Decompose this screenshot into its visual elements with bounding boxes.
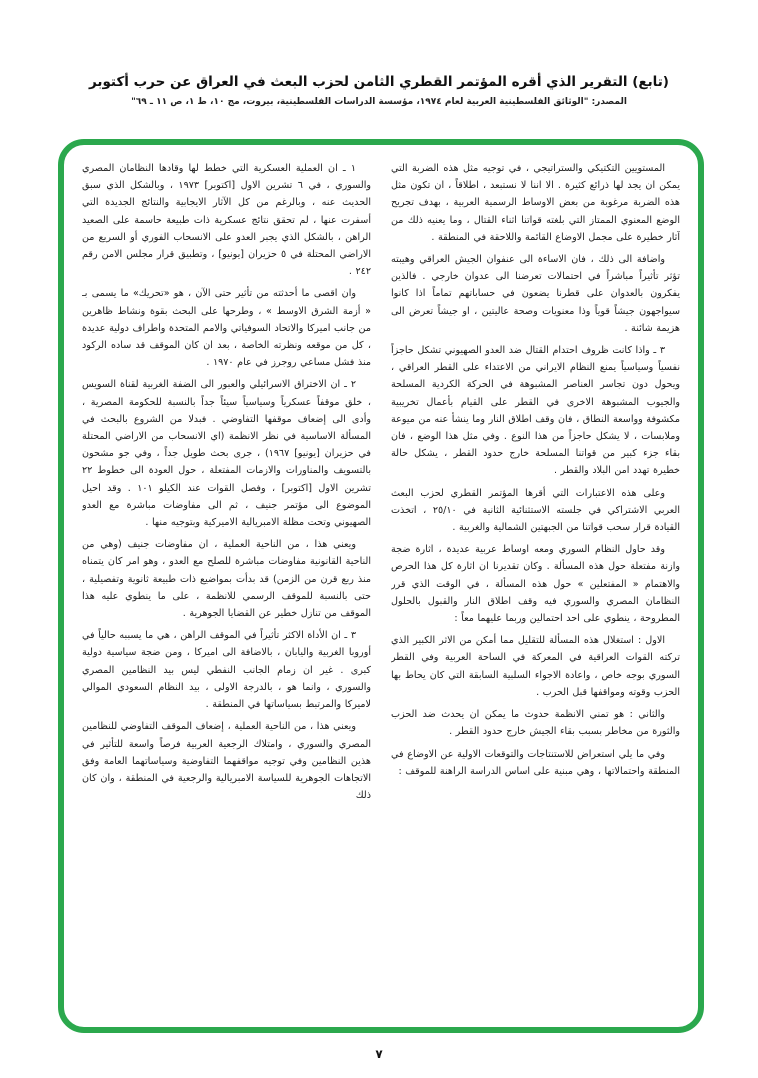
paragraph: ٣ ـ واذا كانت ظروف احتدام القتال ضد العدو الصهيوني تشكل حاجزاً نفسياً وسياسياً يمنع النظام الايراني من الاعتداء على القطر العراقي ، ويحول دون تجاسر العناصر المشبوهة في الحركة الكردية المسلحة والجيوب المشبوهة الاخرى في القطر على القيام بأعمال تخريبية مكشوفة وواسعة النطاق ، فان وقف اطلاق النار وما ينشأ عنه من ميوعة وملابسات ، لا يشكل حاجزاً من هذا النوع . وفي مثل هذا الوضع ، فان بقاء جزء كبير من قواتنا المسلحة خارج حدود القطر ، يشكل حالة خطيرة تهدد امن البلاد والقطر . <box>391 345 680 477</box>
document-source-line: المصدر: "الوثائق الفلسطينية العربية لعام ١٩٧٤، مؤسسة الدراسات الفلسطينية، بيروت، مج ١٠، ط ١، ص ١١ ـ ٦٩" <box>131 97 627 108</box>
paragraph: المستويين التكتيكي والستراتيجي ، في توجيه مثل هذه الضربة التي يمكن ان يجد لها ذرائع كثيرة . الا اننا لا نستبعد ، اطلاقاً ، ان تكون مثل هذه الضربة مرغوبة من بعض الاوساط الرسمية العربية ، بهدف تجريح الوضع المعنوي الممتاز التي بلغته قواتنا اثناء القتال ، وما يعنيه ذلك من آثار خطيرة على مجمل الاوضاع القائمة واللاحقة في المنطقة . <box>391 163 680 243</box>
paragraph: ٣ ـ ان الأداة الاكثر تأثيراً في الموقف الراهن ، هي ما يسببه حالياً في أوروبا الغربية واليابان ، بالاضافة الى اميركا ، ومن ضجة سياسية دولية كبرى . غير ان زمام الجانب النفطي ليس بيد النظامين المصري والسوري ، وانما هو ، بالدرجة الاولى ، بيد النظام السعودي الموالي لاميركا والمرتبط بسياساتها في المنطقة . <box>82 630 371 711</box>
paragraph: وعلى هذه الاعتبارات التي أقرها المؤتمر القطري لحزب البعث العربي الاشتراكي في جلسته الاستثنائية الثانية في ٢٥/١٠ ، اتخذت القيادة قرار سحب قواتنا من الجبهتين الشمالية والغربية . <box>391 487 680 534</box>
document-title: (تابع) التقرير الذي أقره المؤتمر القطري الثامن لحزب البعث في العراق عن حرب أكتوبر <box>89 74 669 90</box>
content-frame <box>58 139 704 1033</box>
text-columns <box>82 160 680 1013</box>
paragraph: وان اقصى ما أحدثته من تأثير حتى الآن ، هو «تحريك» ما يسمى بـ « أزمة الشرق الاوسط » ، وطرحها على البحث بقوة ونشاط ظاهرين من جانب اميركا والاتحاد السوفياتي والامم المتحدة واطراف دولية عديدة ، كل من موقعه ونظرته الخاصة ، بعد ان كان الموقف قد ساده الركود منذ فشل مساعي روجرز في عام ١٩٧٠ . <box>82 288 371 369</box>
page-number: ٧ <box>375 1047 383 1061</box>
paragraph: ١ ـ ان العملية العسكرية التي خطط لها وقادها النظامان المصري والسوري ، في ٦ تشرين الاول [اكتوبر] ١٩٧٣ ، وبالشكل الذي سبق الحديث عنه ، وبالرغم من كل الآثار الايجابية والنتائج الجديدة التي أسفرت عنها ، لم تحقق نتائج عسكرية ذات طبيعة حاسمة على الصعيد الراهن ، بالشكل الذي يجبر العدو على الانسحاب الفوري أو السريع من الاراضي المحتلة في ٥ حزيران [يونيو] ، وتطبيق قرار مجلس الامن رقم ٢٤٢ . <box>82 163 371 278</box>
paragraph: واضافة الى ذلك ، فان الاساءة الى عنفوان الجيش العراقي وهيبته تؤثر تأثيراً مباشراً في احتمالات تعرضنا الى عدوان خارجي . فالذين يفكرون بالعدوان على قطرنا يضعون في حساباتهم تماماً اذا كانوا سيواجهون جيشاً قوياً وذا معنويات وصحة عاليتين ، او جيشاً تعرض الى هزيمة شائنة . <box>391 254 680 334</box>
column-left <box>82 160 371 1013</box>
paragraph: ويعني هذا ، من الناحية العملية ، ان مفاوضات جنيف (وهي من الناحية القانونية مفاوضات مباشرة للصلح مع العدو ، وهو امر كان يتمناه منذ ربع قرن من الزمن) قد بدأت بمواضيع ذات طبيعة ثانوية وتفصيلية ، حتى بالنسبة للموقف الرسمي للانظمة ، على ما ينطوي عليه هذا الموقف من تنازل خطير عن القضايا الجوهرية . <box>82 539 371 620</box>
document-footer <box>0 1043 758 1062</box>
paragraph: ويعني هذا ، من الناحية العملية ، إضعاف الموقف التفاوضي للنظامين المصري والسوري ، وامتلاك الرجعية العربية فرصاً واسعة للتأثير في هذين النظامين وفي توجيه مواقفهما التفاوضية وسياساتهما العامة وفق الاتجاهات الجوهرية للسياسة الامبريالية والرجعية في المنطقة ، وان كان ذلك <box>82 721 371 802</box>
paragraph: وفي ما يلي استعراض للاستنتاجات والتوقعات الاولية عن الاوضاع في المنطقة واحتمالاتها ، وهي مبنية على اساس الدراسة الراهنة للموقف : <box>391 748 680 777</box>
paragraph: وقد حاول النظام السوري ومعه اوساط عربية عديدة ، اثارة ضجة وازنة مفتعلة حول هذه المسألة . وكان تقديرنا ان اثارة كل هذا الحرص والاهتمام « المفتعلين » حول هذه المسألة ، في الوقت الذي قرر النظامان المصري والسوري فيه وقف اطلاق النار والقبول بالحلول المطروحة ، ينطوي على احد احتمالين وربما عليهما معاً : <box>391 544 680 625</box>
paragraph: الاول : استغلال هذه المسألة للتقليل مما أمكن من الاثر الكبير الذي تركته القوات العراقية في المعركة في الساحة العربية وفي القطر السوري بوجه خاص ، واعادة الاجواء السلبية السابقة التي كان يحاط بها الحزب وقوته ومواقفها قبل الحرب . <box>391 635 680 698</box>
paragraph: ٢ ـ ان الاختراق الاسرائيلي والعبور الى الضفة الغربية لقناة السويس ، خلق موقفاً عسكرياً وسياسياً سيئاً جداً بالنسبة للحكومة المصرية ، وأدى الى إضعاف موقفها التفاوضي . فبدلا من الشروع بالبحث في المسألة الاساسية في نظر الانظمة (اي الانسحاب من الاراضي المحتلة في حزيران [يونيو] ١٩٦٧) ، جرى بحث طويل جداً ، وفي جو مشحون بالتسويف والمناورات والازمات المفتعلة ، حول العودة الى خطوط ٢٢ تشرين الاول [اكتوبر] ، وفصل القوات عند الكيلو ١٠١ . وقد احيل الموضوع الى مؤتمر جنيف ، ثم الى مفاوضات مباشرة مع العدو الصهيوني وتحت مظلة الامبريالية الاميركية وبتوجيه منها . <box>82 379 371 529</box>
document-header <box>0 0 758 110</box>
column-right <box>391 160 680 1013</box>
paragraph: والثاني : هو تمني الانظمة حدوث ما يمكن ان يحدث ضد الحزب والثورة من مخاطر بسبب بقاء الجيش خارج حدود القطر . <box>391 709 680 738</box>
